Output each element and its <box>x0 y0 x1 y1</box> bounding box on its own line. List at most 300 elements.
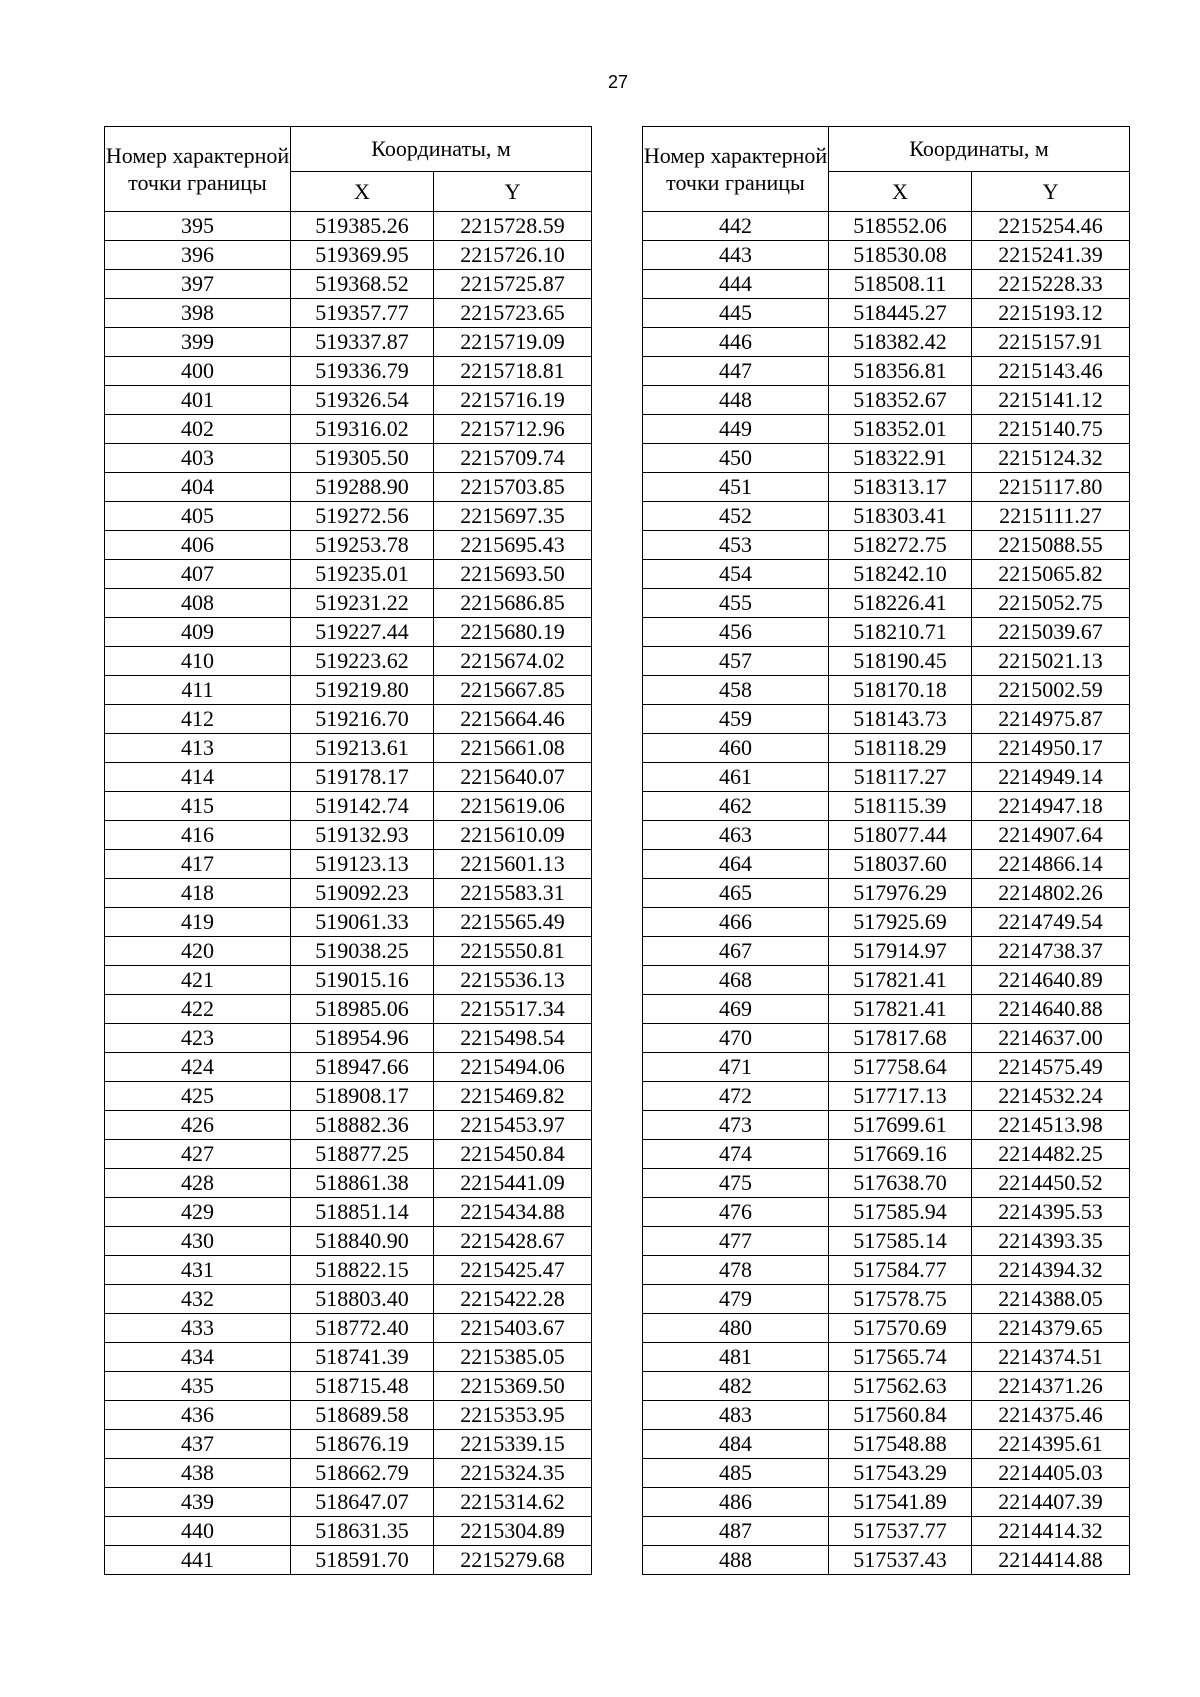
point-number-cell: 435 <box>105 1372 291 1401</box>
table-row <box>105 299 592 328</box>
table-row <box>643 850 1130 879</box>
y-coordinate-cell: 2215725.87 <box>434 270 592 299</box>
table-row <box>643 647 1130 676</box>
x-coordinate-cell: 519305.50 <box>291 444 434 473</box>
point-number-cell: 404 <box>105 473 291 502</box>
table-row <box>105 1285 592 1314</box>
y-coordinate-cell: 2215640.07 <box>434 763 592 792</box>
x-coordinate-cell: 518242.10 <box>829 560 972 589</box>
table-row <box>105 502 592 531</box>
x-coordinate-cell: 519385.26 <box>291 212 434 241</box>
point-number-cell: 465 <box>643 879 829 908</box>
y-coordinate-cell: 2215686.85 <box>434 589 592 618</box>
table-row <box>643 676 1130 705</box>
x-coordinate-cell: 519061.33 <box>291 908 434 937</box>
y-coordinate-cell: 2215494.06 <box>434 1053 592 1082</box>
x-coordinate-cell: 517925.69 <box>829 908 972 937</box>
table-row <box>105 1256 592 1285</box>
point-number-cell: 400 <box>105 357 291 386</box>
point-number-cell: 480 <box>643 1314 829 1343</box>
table-row <box>105 850 592 879</box>
table-row <box>643 444 1130 473</box>
x-coordinate-cell: 519326.54 <box>291 386 434 415</box>
y-coordinate-cell: 2214947.18 <box>972 792 1130 821</box>
x-coordinate-cell: 519336.79 <box>291 357 434 386</box>
x-coordinate-cell: 518322.91 <box>829 444 972 473</box>
point-number-cell: 447 <box>643 357 829 386</box>
y-coordinate-cell: 2215450.84 <box>434 1140 592 1169</box>
x-coordinate-cell: 518676.19 <box>291 1430 434 1459</box>
x-coordinate-cell: 518530.08 <box>829 241 972 270</box>
table-row <box>643 1517 1130 1546</box>
y-coordinate-cell: 2215498.54 <box>434 1024 592 1053</box>
x-coordinate-cell: 519288.90 <box>291 473 434 502</box>
table-row <box>643 357 1130 386</box>
x-coordinate-cell: 517758.64 <box>829 1053 972 1082</box>
x-coordinate-cell: 518077.44 <box>829 821 972 850</box>
table-row <box>105 1169 592 1198</box>
table-row <box>643 386 1130 415</box>
table-row <box>643 1285 1130 1314</box>
table-row <box>643 937 1130 966</box>
point-number-cell: 399 <box>105 328 291 357</box>
x-coordinate-cell: 517717.13 <box>829 1082 972 1111</box>
y-coordinate-cell: 2215693.50 <box>434 560 592 589</box>
y-coordinate-cell: 2215716.19 <box>434 386 592 415</box>
point-number-cell: 445 <box>643 299 829 328</box>
table-row <box>643 531 1130 560</box>
table-row <box>105 618 592 647</box>
y-coordinate-cell: 2214374.51 <box>972 1343 1130 1372</box>
y-coordinate-cell: 2215124.32 <box>972 444 1130 473</box>
table-row <box>643 1024 1130 1053</box>
table-row <box>105 1227 592 1256</box>
x-coordinate-cell: 517537.77 <box>829 1517 972 1546</box>
table-row <box>643 1314 1130 1343</box>
table-row <box>105 473 592 502</box>
y-coordinate-cell: 2214949.14 <box>972 763 1130 792</box>
coordinates-table-right-body <box>643 212 1130 1575</box>
x-coordinate-cell: 517699.61 <box>829 1111 972 1140</box>
table-row <box>105 705 592 734</box>
y-coordinate-cell: 2215441.09 <box>434 1169 592 1198</box>
table-row <box>643 1546 1130 1575</box>
table-row <box>105 1198 592 1227</box>
y-coordinate-cell: 2215726.10 <box>434 241 592 270</box>
x-coordinate-cell: 517638.70 <box>829 1169 972 1198</box>
x-coordinate-cell: 518226.41 <box>829 589 972 618</box>
point-number-cell: 421 <box>105 966 291 995</box>
table-row <box>105 386 592 415</box>
table-row <box>643 1082 1130 1111</box>
x-coordinate-cell: 518352.01 <box>829 415 972 444</box>
x-coordinate-cell: 518840.90 <box>291 1227 434 1256</box>
x-coordinate-cell: 517914.97 <box>829 937 972 966</box>
table-row <box>105 763 592 792</box>
y-coordinate-cell: 2214907.64 <box>972 821 1130 850</box>
y-coordinate-cell: 2215695.43 <box>434 531 592 560</box>
point-number-cell: 425 <box>105 1082 291 1111</box>
y-coordinate-cell: 2215667.85 <box>434 676 592 705</box>
y-coordinate-cell: 2215039.67 <box>972 618 1130 647</box>
point-number-cell: 484 <box>643 1430 829 1459</box>
point-number-cell: 488 <box>643 1546 829 1575</box>
x-coordinate-cell: 517584.77 <box>829 1256 972 1285</box>
y-coordinate-cell: 2215111.27 <box>972 502 1130 531</box>
table-row <box>643 1372 1130 1401</box>
table-row <box>105 734 592 763</box>
y-coordinate-cell: 2214407.39 <box>972 1488 1130 1517</box>
x-coordinate-cell: 518303.41 <box>829 502 972 531</box>
y-coordinate-cell: 2215428.67 <box>434 1227 592 1256</box>
point-number-cell: 398 <box>105 299 291 328</box>
table-row <box>105 270 592 299</box>
point-number-cell: 443 <box>643 241 829 270</box>
x-coordinate-cell: 518552.06 <box>829 212 972 241</box>
point-number-cell: 426 <box>105 1111 291 1140</box>
x-coordinate-cell: 518356.81 <box>829 357 972 386</box>
table-row <box>105 908 592 937</box>
table-row <box>643 705 1130 734</box>
point-number-cell: 464 <box>643 850 829 879</box>
point-number-cell: 462 <box>643 792 829 821</box>
x-coordinate-cell: 519231.22 <box>291 589 434 618</box>
x-coordinate-cell: 519178.17 <box>291 763 434 792</box>
x-coordinate-cell: 518631.35 <box>291 1517 434 1546</box>
point-number-cell: 429 <box>105 1198 291 1227</box>
y-coordinate-cell: 2214749.54 <box>972 908 1130 937</box>
y-coordinate-cell: 2215279.68 <box>434 1546 592 1575</box>
x-coordinate-cell: 518508.11 <box>829 270 972 299</box>
point-number-cell: 474 <box>643 1140 829 1169</box>
y-coordinate-cell: 2215369.50 <box>434 1372 592 1401</box>
point-number-cell: 476 <box>643 1198 829 1227</box>
y-coordinate-cell: 2215583.31 <box>434 879 592 908</box>
x-coordinate-cell: 518210.71 <box>829 618 972 647</box>
y-coordinate-cell: 2215324.35 <box>434 1459 592 1488</box>
point-number-cell: 457 <box>643 647 829 676</box>
x-coordinate-cell: 518352.67 <box>829 386 972 415</box>
x-coordinate-cell: 518851.14 <box>291 1198 434 1227</box>
table-row <box>643 1227 1130 1256</box>
point-number-cell: 406 <box>105 531 291 560</box>
y-coordinate-cell: 2214371.26 <box>972 1372 1130 1401</box>
x-coordinate-cell: 519216.70 <box>291 705 434 734</box>
point-number-cell: 469 <box>643 995 829 1024</box>
point-number-cell: 446 <box>643 328 829 357</box>
x-coordinate-cell: 517560.84 <box>829 1401 972 1430</box>
x-coordinate-cell: 517585.14 <box>829 1227 972 1256</box>
point-number-cell: 414 <box>105 763 291 792</box>
point-number-cell: 449 <box>643 415 829 444</box>
point-number-cell: 451 <box>643 473 829 502</box>
y-coordinate-cell: 2214866.14 <box>972 850 1130 879</box>
x-coordinate-cell: 518647.07 <box>291 1488 434 1517</box>
y-coordinate-cell: 2215157.91 <box>972 328 1130 357</box>
y-coordinate-cell: 2215601.13 <box>434 850 592 879</box>
point-number-cell: 433 <box>105 1314 291 1343</box>
table-row <box>105 531 592 560</box>
point-number-cell: 468 <box>643 966 829 995</box>
y-coordinate-cell: 2214975.87 <box>972 705 1130 734</box>
point-number-cell: 486 <box>643 1488 829 1517</box>
y-coordinate-cell: 2215254.46 <box>972 212 1130 241</box>
y-coordinate-cell: 2214575.49 <box>972 1053 1130 1082</box>
point-number-cell: 452 <box>643 502 829 531</box>
y-coordinate-cell: 2215728.59 <box>434 212 592 241</box>
x-coordinate-cell: 518170.18 <box>829 676 972 705</box>
y-coordinate-cell: 2215610.09 <box>434 821 592 850</box>
table-row <box>105 1082 592 1111</box>
table-row <box>643 502 1130 531</box>
x-coordinate-cell: 518715.48 <box>291 1372 434 1401</box>
y-coordinate-cell: 2214405.03 <box>972 1459 1130 1488</box>
header-point-number: Номер характерной точки границы <box>643 127 829 212</box>
table-row <box>105 328 592 357</box>
x-coordinate-cell: 519092.23 <box>291 879 434 908</box>
x-coordinate-cell: 519132.93 <box>291 821 434 850</box>
point-number-cell: 412 <box>105 705 291 734</box>
y-coordinate-cell: 2215550.81 <box>434 937 592 966</box>
y-coordinate-cell: 2215661.08 <box>434 734 592 763</box>
x-coordinate-cell: 518117.27 <box>829 763 972 792</box>
coordinates-table-left-body <box>105 212 592 1575</box>
y-coordinate-cell: 2214414.88 <box>972 1546 1130 1575</box>
point-number-cell: 434 <box>105 1343 291 1372</box>
point-number-cell: 438 <box>105 1459 291 1488</box>
y-coordinate-cell: 2214738.37 <box>972 937 1130 966</box>
x-coordinate-cell: 518118.29 <box>829 734 972 763</box>
point-number-cell: 473 <box>643 1111 829 1140</box>
point-number-cell: 409 <box>105 618 291 647</box>
y-coordinate-cell: 2215140.75 <box>972 415 1130 444</box>
table-row <box>105 589 592 618</box>
header-x: X <box>829 172 972 212</box>
table-row <box>105 1053 592 1082</box>
y-coordinate-cell: 2215517.34 <box>434 995 592 1024</box>
point-number-cell: 395 <box>105 212 291 241</box>
table-row <box>105 1372 592 1401</box>
y-coordinate-cell: 2215088.55 <box>972 531 1130 560</box>
point-number-cell: 403 <box>105 444 291 473</box>
point-number-cell: 461 <box>643 763 829 792</box>
table-row <box>105 1546 592 1575</box>
x-coordinate-cell: 518662.79 <box>291 1459 434 1488</box>
point-number-cell: 440 <box>105 1517 291 1546</box>
header-x: X <box>291 172 434 212</box>
table-row <box>643 1459 1130 1488</box>
point-number-cell: 466 <box>643 908 829 937</box>
x-coordinate-cell: 518822.15 <box>291 1256 434 1285</box>
y-coordinate-cell: 2215703.85 <box>434 473 592 502</box>
page-number: 27 <box>607 72 629 92</box>
point-number-cell: 427 <box>105 1140 291 1169</box>
point-number-cell: 478 <box>643 1256 829 1285</box>
point-number-cell: 441 <box>105 1546 291 1575</box>
x-coordinate-cell: 518985.06 <box>291 995 434 1024</box>
table-row <box>643 1256 1130 1285</box>
table-row <box>105 1343 592 1372</box>
y-coordinate-cell: 2214394.32 <box>972 1256 1130 1285</box>
point-number-cell: 483 <box>643 1401 829 1430</box>
table-row <box>643 415 1130 444</box>
x-coordinate-cell: 519213.61 <box>291 734 434 763</box>
x-coordinate-cell: 518882.36 <box>291 1111 434 1140</box>
x-coordinate-cell: 518272.75 <box>829 531 972 560</box>
y-coordinate-cell: 2214395.53 <box>972 1198 1130 1227</box>
x-coordinate-cell: 518741.39 <box>291 1343 434 1372</box>
y-coordinate-cell: 2215469.82 <box>434 1082 592 1111</box>
table-row <box>643 328 1130 357</box>
y-coordinate-cell: 2215422.28 <box>434 1285 592 1314</box>
table-row <box>105 1111 592 1140</box>
point-number-cell: 410 <box>105 647 291 676</box>
x-coordinate-cell: 518382.42 <box>829 328 972 357</box>
y-coordinate-cell: 2214513.98 <box>972 1111 1130 1140</box>
point-number-cell: 417 <box>105 850 291 879</box>
x-coordinate-cell: 518803.40 <box>291 1285 434 1314</box>
y-coordinate-cell: 2215021.13 <box>972 647 1130 676</box>
y-coordinate-cell: 2214640.88 <box>972 995 1130 1024</box>
point-number-cell: 439 <box>105 1488 291 1517</box>
table-row <box>105 1517 592 1546</box>
point-number-cell: 454 <box>643 560 829 589</box>
point-number-cell: 442 <box>643 212 829 241</box>
x-coordinate-cell: 518143.73 <box>829 705 972 734</box>
point-number-cell: 453 <box>643 531 829 560</box>
x-coordinate-cell: 519272.56 <box>291 502 434 531</box>
table-row <box>105 1401 592 1430</box>
x-coordinate-cell: 518877.25 <box>291 1140 434 1169</box>
y-coordinate-cell: 2215712.96 <box>434 415 592 444</box>
point-number-cell: 471 <box>643 1053 829 1082</box>
x-coordinate-cell: 519015.16 <box>291 966 434 995</box>
table-row <box>105 879 592 908</box>
table-row <box>643 473 1130 502</box>
x-coordinate-cell: 517543.29 <box>829 1459 972 1488</box>
table-row <box>643 763 1130 792</box>
y-coordinate-cell: 2215425.47 <box>434 1256 592 1285</box>
x-coordinate-cell: 517817.68 <box>829 1024 972 1053</box>
point-number-cell: 413 <box>105 734 291 763</box>
point-number-cell: 470 <box>643 1024 829 1053</box>
point-number-cell: 411 <box>105 676 291 705</box>
x-coordinate-cell: 517548.88 <box>829 1430 972 1459</box>
y-coordinate-cell: 2214637.00 <box>972 1024 1130 1053</box>
point-number-cell: 436 <box>105 1401 291 1430</box>
y-coordinate-cell: 2215141.12 <box>972 386 1130 415</box>
x-coordinate-cell: 517562.63 <box>829 1372 972 1401</box>
x-coordinate-cell: 517578.75 <box>829 1285 972 1314</box>
table-row <box>643 270 1130 299</box>
point-number-cell: 463 <box>643 821 829 850</box>
point-number-cell: 408 <box>105 589 291 618</box>
x-coordinate-cell: 518190.45 <box>829 647 972 676</box>
table-row <box>105 1459 592 1488</box>
y-coordinate-cell: 2215339.15 <box>434 1430 592 1459</box>
header-y: Y <box>434 172 592 212</box>
y-coordinate-cell: 2215434.88 <box>434 1198 592 1227</box>
x-coordinate-cell: 518313.17 <box>829 473 972 502</box>
x-coordinate-cell: 518772.40 <box>291 1314 434 1343</box>
y-coordinate-cell: 2215680.19 <box>434 618 592 647</box>
x-coordinate-cell: 518954.96 <box>291 1024 434 1053</box>
table-row <box>643 966 1130 995</box>
table-row <box>105 1140 592 1169</box>
table-row <box>643 1401 1130 1430</box>
table-row <box>643 1488 1130 1517</box>
table-row <box>105 415 592 444</box>
table-row <box>643 1169 1130 1198</box>
point-number-cell: 456 <box>643 618 829 647</box>
header-point-number: Номер характерной точки границы <box>105 127 291 212</box>
table-row <box>643 734 1130 763</box>
point-number-cell: 467 <box>643 937 829 966</box>
table-row <box>105 1488 592 1517</box>
x-coordinate-cell: 519316.02 <box>291 415 434 444</box>
point-number-cell: 481 <box>643 1343 829 1372</box>
x-coordinate-cell: 518037.60 <box>829 850 972 879</box>
x-coordinate-cell: 518689.58 <box>291 1401 434 1430</box>
point-number-cell: 422 <box>105 995 291 1024</box>
y-coordinate-cell: 2214414.32 <box>972 1517 1130 1546</box>
y-coordinate-cell: 2215143.46 <box>972 357 1130 386</box>
table-row <box>643 212 1130 241</box>
table-row <box>105 1024 592 1053</box>
y-coordinate-cell: 2214375.46 <box>972 1401 1130 1430</box>
table-row <box>105 937 592 966</box>
point-number-cell: 450 <box>643 444 829 473</box>
x-coordinate-cell: 519369.95 <box>291 241 434 270</box>
y-coordinate-cell: 2215536.13 <box>434 966 592 995</box>
table-row <box>105 357 592 386</box>
point-number-cell: 475 <box>643 1169 829 1198</box>
x-coordinate-cell: 518591.70 <box>291 1546 434 1575</box>
point-number-cell: 405 <box>105 502 291 531</box>
y-coordinate-cell: 2215117.80 <box>972 473 1130 502</box>
y-coordinate-cell: 2215052.75 <box>972 589 1130 618</box>
table-row <box>105 821 592 850</box>
coordinates-table-right <box>642 126 1130 1575</box>
point-number-cell: 437 <box>105 1430 291 1459</box>
x-coordinate-cell: 518908.17 <box>291 1082 434 1111</box>
y-coordinate-cell: 2215709.74 <box>434 444 592 473</box>
x-coordinate-cell: 517537.43 <box>829 1546 972 1575</box>
header-coordinates: Координаты, м <box>291 127 592 172</box>
y-coordinate-cell: 2215193.12 <box>972 299 1130 328</box>
table-row <box>643 560 1130 589</box>
y-coordinate-cell: 2215241.39 <box>972 241 1130 270</box>
table-row <box>105 560 592 589</box>
header-y: Y <box>972 172 1130 212</box>
x-coordinate-cell: 517821.41 <box>829 995 972 1024</box>
x-coordinate-cell: 519227.44 <box>291 618 434 647</box>
point-number-cell: 407 <box>105 560 291 589</box>
table-row <box>643 618 1130 647</box>
x-coordinate-cell: 519038.25 <box>291 937 434 966</box>
point-number-cell: 472 <box>643 1082 829 1111</box>
y-coordinate-cell: 2215718.81 <box>434 357 592 386</box>
x-coordinate-cell: 519235.01 <box>291 560 434 589</box>
table-row <box>643 1343 1130 1372</box>
point-number-cell: 396 <box>105 241 291 270</box>
table-row <box>643 241 1130 270</box>
point-number-cell: 419 <box>105 908 291 937</box>
table-row <box>105 676 592 705</box>
table-row <box>105 444 592 473</box>
y-coordinate-cell: 2214802.26 <box>972 879 1130 908</box>
point-number-cell: 401 <box>105 386 291 415</box>
